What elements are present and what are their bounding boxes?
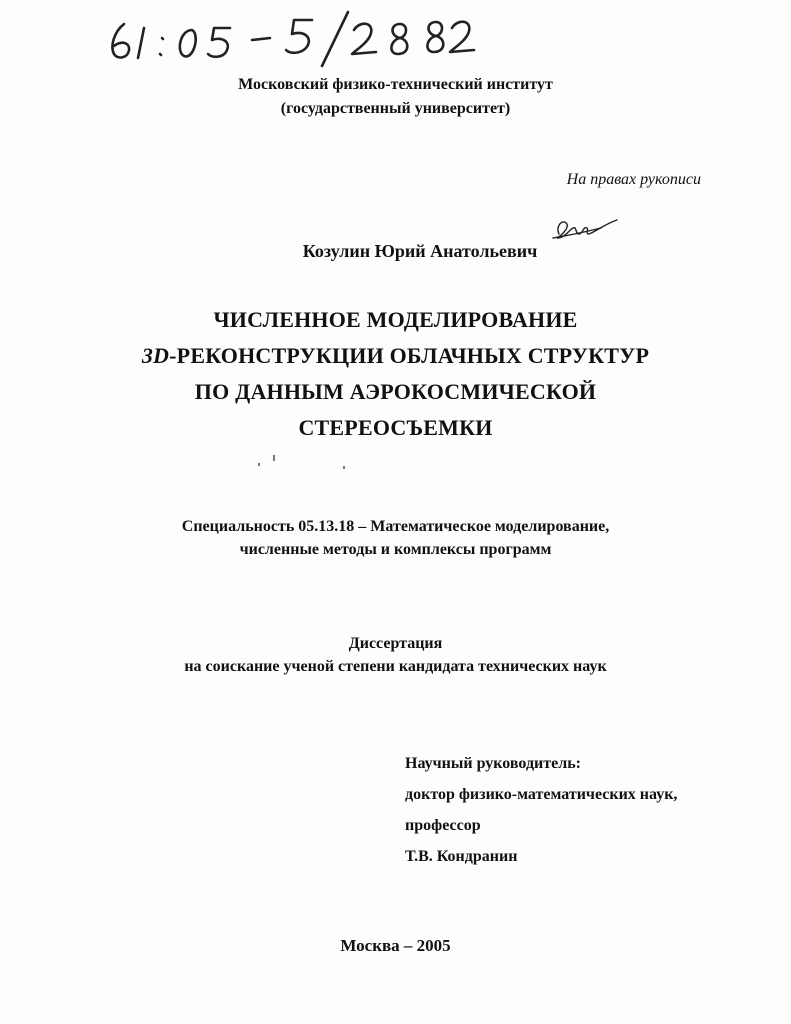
scan-speck [273, 455, 275, 461]
institute-name: Московский физико-технический институт [238, 76, 553, 93]
handwritten-archive-code [100, 8, 500, 68]
supervisor-name: Т.В. Кондранин [405, 848, 518, 865]
dissertation-label: Диссертация [348, 635, 443, 652]
title-line-1: ЧИСЛЕННОЕ МОДЕЛИРОВАНИЕ [213, 307, 578, 332]
supervisor-degree: доктор физико-математических наук, [405, 786, 678, 803]
handwritten-archive-code-drawing [100, 8, 500, 68]
rights-note: На правах рукописи [566, 171, 701, 188]
dissertation-degree: на соискание ученой степени кандидата технических наук [184, 658, 607, 675]
institute-status: (государственный университет) [280, 100, 511, 117]
city-year: Москва – 2005 [340, 936, 451, 955]
title-line-4: СТЕРЕОСЪЕМКИ [298, 415, 493, 440]
title-line-3: ПО ДАННЫМ АЭРОКОСМИЧЕСКОЙ [194, 379, 597, 404]
supervisor-rank: профессор [405, 817, 481, 834]
title-line-2 [0, 338, 791, 374]
specialty-line-2: численные методы и комплексы программ [239, 541, 552, 558]
scan-speck [343, 466, 345, 469]
title-3d-prefix: 3D [141, 343, 170, 368]
scan-speck [258, 463, 260, 466]
specialty-line-1: Специальность 05.13.18 – Математическое моделирование, [181, 518, 610, 535]
title-line-2-rest: -РЕКОНСТРУКЦИИ ОБЛАЧНЫХ СТРУКТУР [169, 343, 650, 368]
supervisor-label: Научный руководитель: [405, 755, 581, 772]
author-name: Козулин Юрий Анатольевич [302, 241, 538, 261]
supervisor-block [405, 748, 677, 872]
